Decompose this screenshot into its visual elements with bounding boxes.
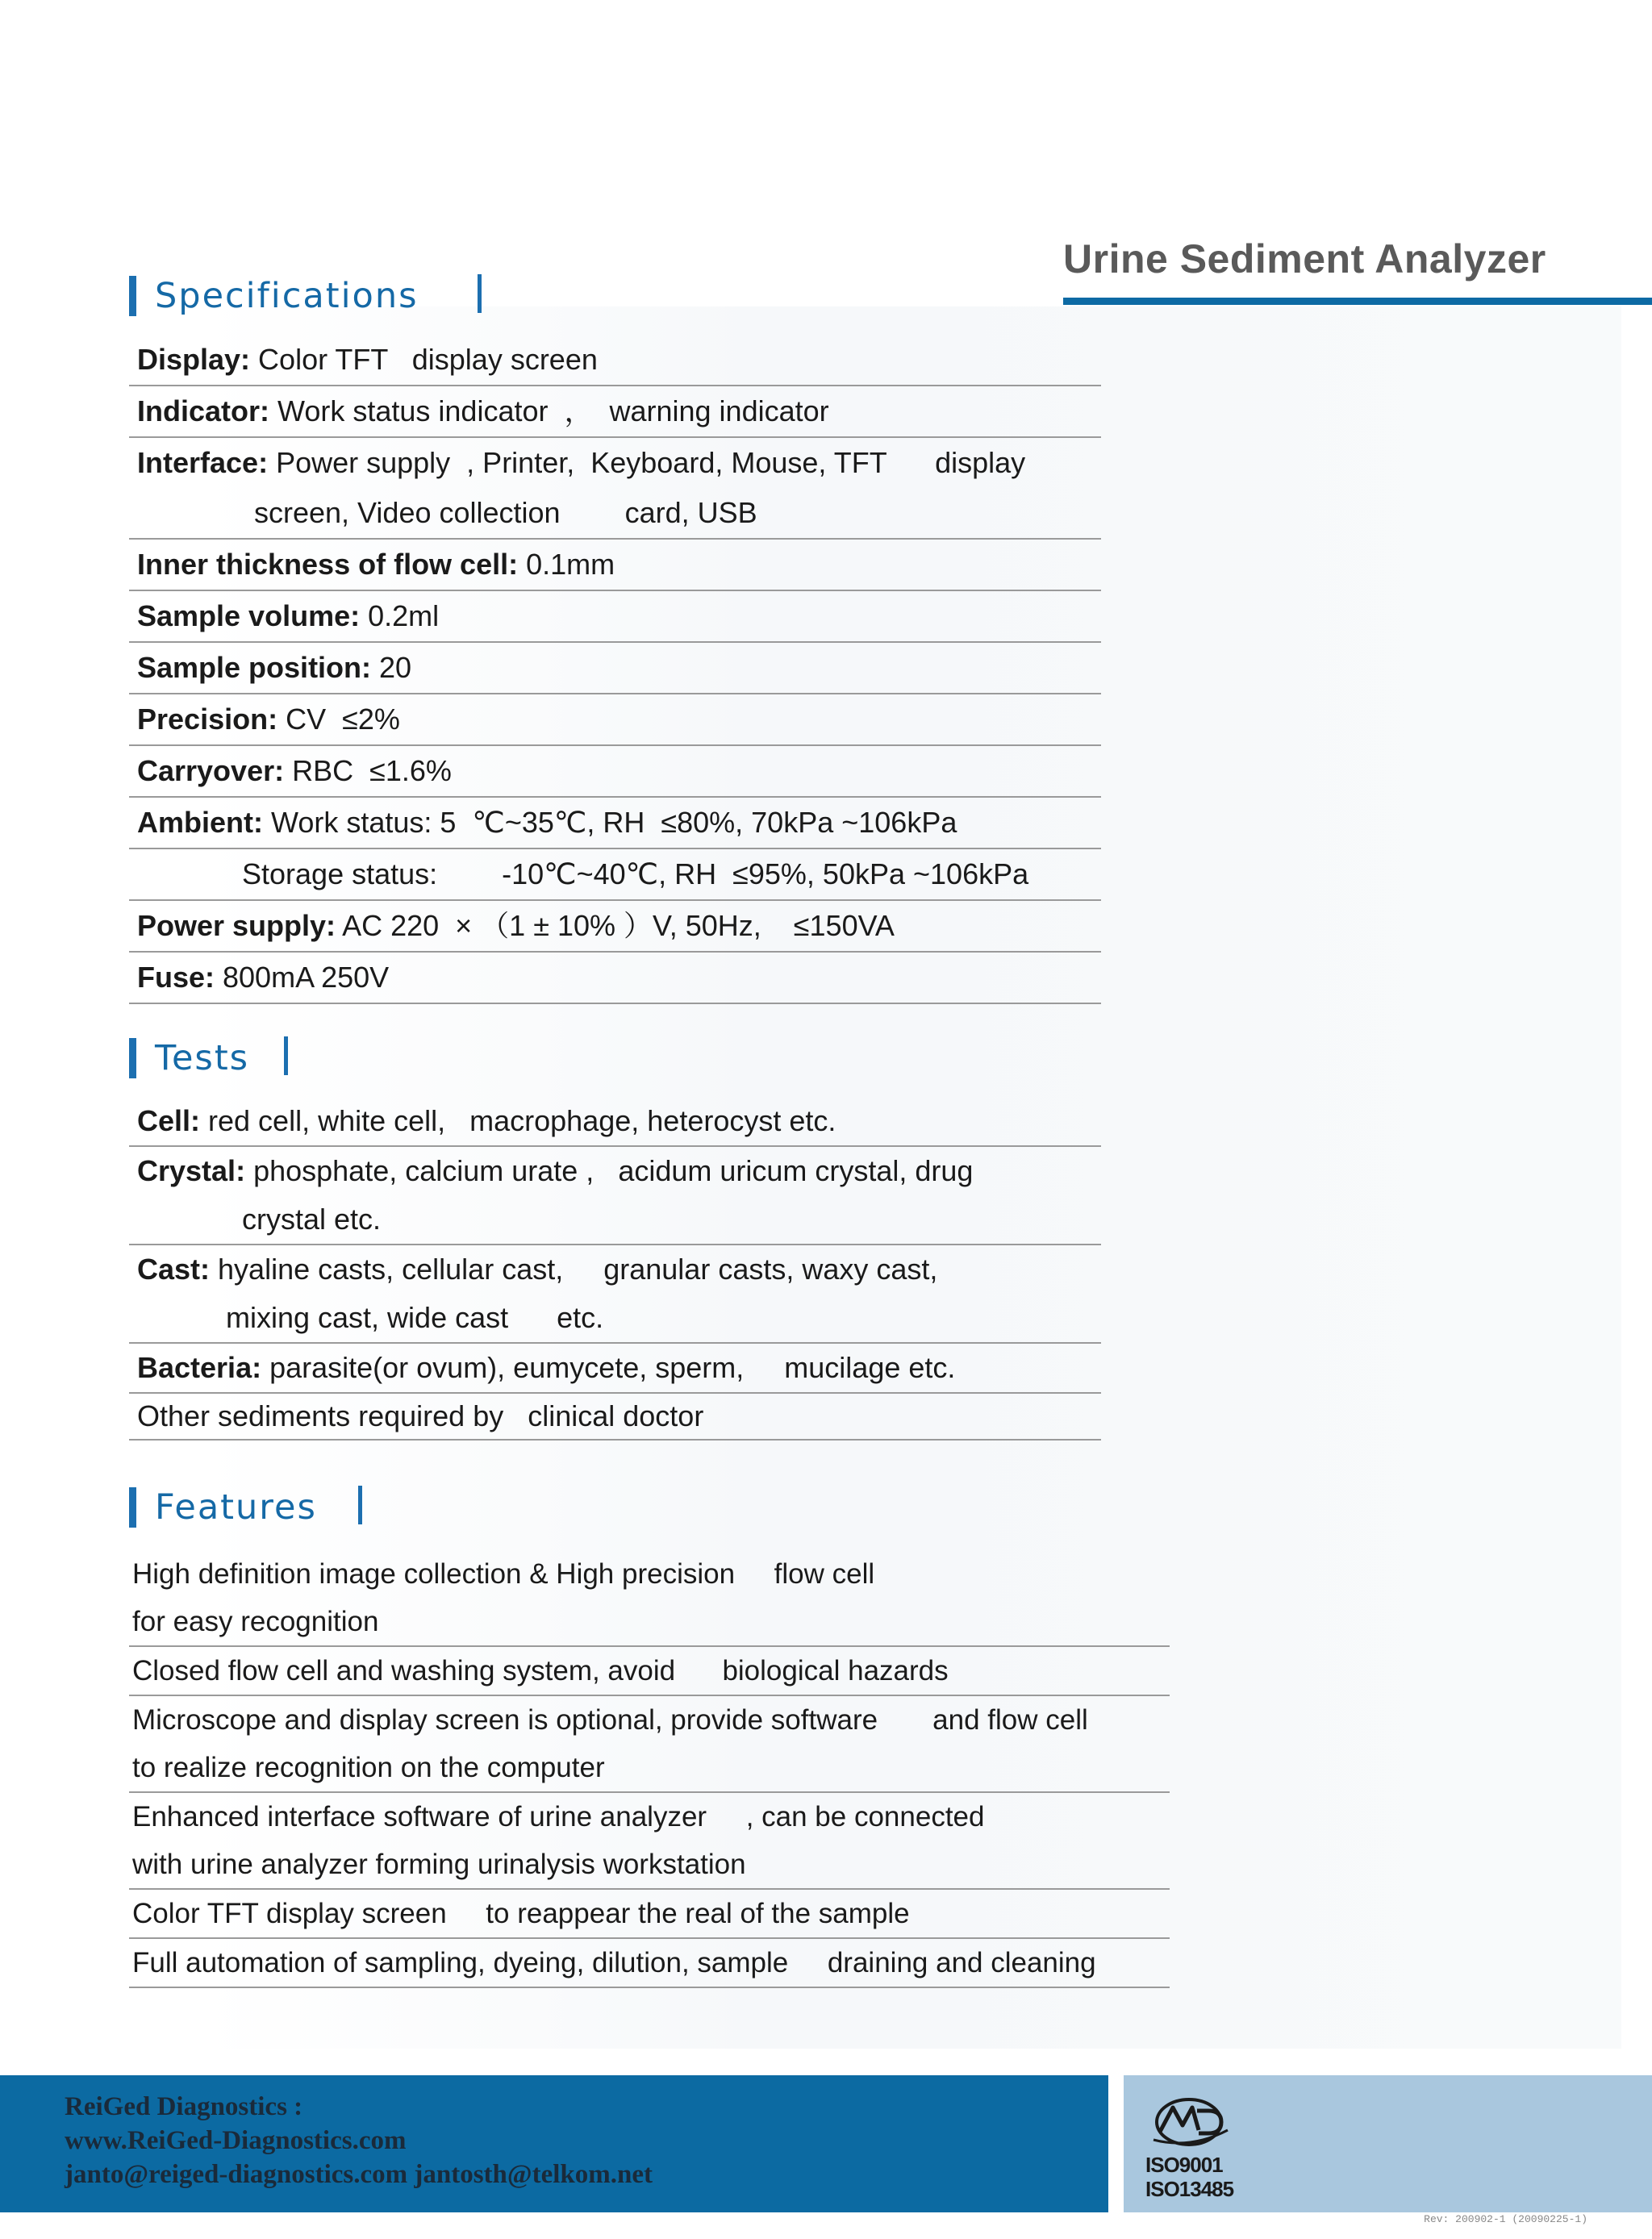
test-value: hyaline casts, cellular cast, granular casts, waxy cast, bbox=[210, 1253, 938, 1286]
feature-line1: Closed flow cell and washing system, avoid biological hazards bbox=[132, 1655, 949, 1687]
certification-box bbox=[1124, 2075, 1652, 2212]
spec-row-sample-volume bbox=[129, 591, 1101, 643]
contact-emails[interactable]: janto@reiged-diagnostics.com jantosth@telkom.net bbox=[65, 2160, 653, 2189]
spec-row-sample-position bbox=[129, 643, 1101, 694]
title-underline bbox=[1063, 298, 1652, 305]
test-row-cell bbox=[129, 1097, 1101, 1147]
feature-item bbox=[129, 1890, 1170, 1939]
spec-value: Work status indicator ， warning indicator bbox=[269, 394, 829, 427]
spec-label: Display: bbox=[137, 343, 251, 376]
test-value-line2: crystal etc. bbox=[242, 1203, 382, 1236]
spec-row-ambient bbox=[129, 798, 1101, 849]
spec-row-storage bbox=[129, 849, 1101, 901]
test-row-crystal bbox=[129, 1147, 1101, 1245]
company-name: ReiGed Diagnostics : bbox=[65, 2092, 303, 2121]
heading-right-bar bbox=[284, 1036, 288, 1075]
test-row-bacteria bbox=[129, 1344, 1101, 1394]
heading-right-bar bbox=[358, 1486, 362, 1524]
feature-line1: High definition image collection & High precision flow cell bbox=[132, 1558, 875, 1590]
heading-left-bar bbox=[129, 1038, 136, 1078]
spec-label: Power supply: bbox=[137, 909, 336, 942]
spec-label: Inner thickness of flow cell: bbox=[137, 548, 519, 581]
spec-row-indicator bbox=[129, 386, 1101, 438]
spec-row-power-supply bbox=[129, 901, 1101, 953]
feature-line1: Microscope and display screen is optional, provide software and flow cell bbox=[132, 1704, 1088, 1736]
feature-line2: to realize recognition on the computer bbox=[132, 1752, 605, 1783]
spec-value: AC 220 × （1 ± 10% ）V, 50Hz, ≤150VA bbox=[336, 909, 895, 942]
test-value: red cell, white cell, macrophage, heterocyst etc. bbox=[200, 1104, 836, 1137]
test-row-cast bbox=[129, 1245, 1101, 1344]
spec-row-fuse bbox=[129, 953, 1101, 1004]
feature-line2: with urine analyzer forming urinalysis workstation bbox=[132, 1849, 746, 1880]
test-label: Crystal: bbox=[137, 1154, 246, 1187]
feature-item bbox=[129, 1696, 1170, 1793]
heading-right-bar bbox=[478, 274, 482, 313]
spec-value: Color TFT display screen bbox=[250, 343, 598, 376]
spec-row-precision bbox=[129, 694, 1101, 746]
test-label: Cast: bbox=[137, 1253, 211, 1286]
page-title: Urine Sediment Analyzer bbox=[1063, 236, 1546, 281]
spec-value: 0.2ml bbox=[360, 599, 440, 632]
spec-value-line2: screen, Video collection card, USB bbox=[254, 496, 757, 529]
tests-table bbox=[129, 1097, 1101, 1441]
heading-left-bar bbox=[129, 1487, 136, 1528]
feature-line1: Enhanced interface software of urine analyzer , can be connected bbox=[132, 1801, 985, 1832]
spec-row-flow-cell bbox=[129, 540, 1101, 591]
test-value: parasite(or ovum), eumycete, sperm, mucilage etc. bbox=[261, 1351, 956, 1384]
iso9001-label: ISO9001 bbox=[1145, 2153, 1223, 2177]
spec-label: Ambient: bbox=[137, 806, 263, 839]
feature-line1: Color TFT display screen to reappear the real of the sample bbox=[132, 1898, 910, 1929]
spec-value: Work status: 5 ℃~35℃, RH ≤80%, 70kPa ~106kPa bbox=[263, 806, 957, 839]
spec-label: Indicator: bbox=[137, 394, 270, 427]
footer-contact-bar bbox=[0, 2075, 1108, 2212]
feature-item bbox=[129, 1647, 1170, 1696]
spec-value: 800mA 250V bbox=[215, 961, 390, 994]
spec-row-interface bbox=[129, 438, 1101, 540]
spec-label: Carryover: bbox=[137, 754, 285, 787]
test-value-line2: mixing cast, wide cast etc. bbox=[226, 1301, 604, 1334]
spec-label: Fuse: bbox=[137, 961, 215, 994]
spec-value: 0.1mm bbox=[518, 548, 615, 581]
md-cert-logo-icon bbox=[1150, 2090, 1231, 2154]
spec-row-carryover bbox=[129, 746, 1101, 798]
iso-certifications bbox=[1145, 2153, 1233, 2201]
heading-left-bar bbox=[129, 276, 136, 316]
footer-contact-text bbox=[65, 2090, 653, 2191]
specifications-table bbox=[129, 335, 1101, 1004]
heading-text: Specifications bbox=[155, 276, 419, 316]
spec-value: CV ≤2% bbox=[277, 703, 400, 736]
spec-label: Interface: bbox=[137, 446, 269, 479]
feature-item bbox=[129, 1793, 1170, 1890]
features-list bbox=[129, 1550, 1170, 1988]
spec-label: Precision: bbox=[137, 703, 278, 736]
spec-label: Sample position: bbox=[137, 651, 372, 684]
feature-line2: for easy recognition bbox=[132, 1606, 379, 1637]
spec-row-display bbox=[129, 335, 1101, 386]
heading-text: Tests bbox=[155, 1038, 250, 1078]
revision-label: Rev: 200902-1 (20090225-1) bbox=[1424, 2213, 1587, 2225]
test-value: Other sediments required by clinical doctor bbox=[137, 1399, 704, 1432]
spec-value: 20 bbox=[371, 651, 412, 684]
feature-line1: Full automation of sampling, dyeing, dilution, sample draining and cleaning bbox=[132, 1947, 1096, 1978]
feature-item bbox=[129, 1939, 1170, 1988]
company-website[interactable]: www.ReiGed-Diagnostics.com bbox=[65, 2126, 407, 2155]
test-label: Bacteria: bbox=[137, 1351, 262, 1384]
spec-value: Storage status: -10℃~40℃, RH ≤95%, 50kPa ~106kPa bbox=[242, 857, 1029, 890]
spec-value: Power supply , Printer, Keyboard, Mouse, TFT display bbox=[268, 446, 1026, 479]
test-row-other bbox=[129, 1394, 1101, 1441]
iso13485-label: ISO13485 bbox=[1145, 2177, 1234, 2201]
test-label: Cell: bbox=[137, 1104, 201, 1137]
test-value: phosphate, calcium urate , acidum uricum crystal, drug bbox=[245, 1154, 974, 1187]
spec-label: Sample volume: bbox=[137, 599, 361, 632]
feature-item bbox=[129, 1550, 1170, 1647]
heading-text: Features bbox=[155, 1487, 317, 1528]
spec-value: RBC ≤1.6% bbox=[284, 754, 452, 787]
